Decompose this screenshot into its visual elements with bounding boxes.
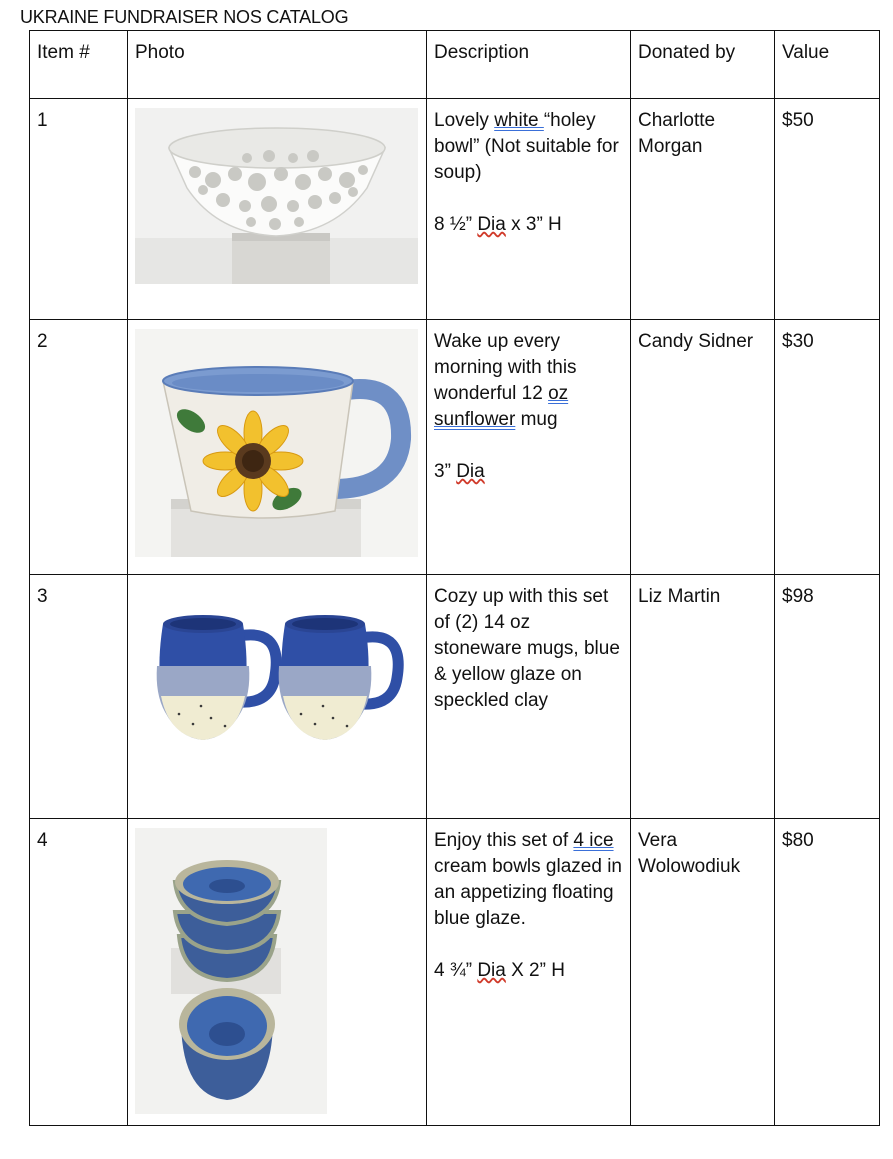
header-row <box>30 31 880 99</box>
description-cell <box>427 575 631 819</box>
description-cell <box>427 819 631 1126</box>
table-row <box>30 819 880 1126</box>
table-row <box>30 99 880 320</box>
blue-ice-cream-bowls-photo <box>135 828 327 1114</box>
photo-cell <box>128 575 427 819</box>
description-text: Lovely white “holey bowl” (Not suitable for soup) <box>434 110 619 183</box>
table-row <box>30 575 880 819</box>
item-value: $98 <box>775 575 880 819</box>
header-description: Description <box>427 31 631 99</box>
header-donated-by: Donated by <box>631 31 775 99</box>
dimensions-text: 4 ¾” Dia X 2” H <box>434 960 565 981</box>
item-number: 2 <box>30 320 128 575</box>
item-value: $50 <box>775 99 880 320</box>
item-number: 1 <box>30 99 128 320</box>
donor-name: Charlotte Morgan <box>631 99 775 320</box>
description-cell <box>427 99 631 320</box>
description-text: Cozy up with this set of (2) 14 oz stoneware mugs, blue & yellow glaze on speckled clay <box>434 586 620 711</box>
description-text: Wake up every morning with this wonderful 12 oz sunflower mug <box>434 331 577 430</box>
sunflower-mug-photo <box>135 329 418 557</box>
item-value: $30 <box>775 320 880 575</box>
catalog-table <box>29 30 880 1126</box>
dimensions-text: 8 ½” Dia x 3” H <box>434 214 562 235</box>
donor-name: Liz Martin <box>631 575 775 819</box>
item-value: $80 <box>775 819 880 1126</box>
blue-speckled-mugs-photo <box>135 584 418 749</box>
header-item: Item # <box>30 31 128 99</box>
description-cell <box>427 320 631 575</box>
table-row <box>30 320 880 575</box>
item-number: 4 <box>30 819 128 1126</box>
header-value: Value <box>775 31 880 99</box>
photo-cell <box>128 99 427 320</box>
photo-cell <box>128 320 427 575</box>
donor-name: Vera Wolowodiuk <box>631 819 775 1126</box>
photo-cell <box>128 819 427 1126</box>
donor-name: Candy Sidner <box>631 320 775 575</box>
header-photo: Photo <box>128 31 427 99</box>
dimensions-text: 3” Dia <box>434 461 485 482</box>
description-text: Enjoy this set of 4 ice cream bowls glazed in an appetizing floating blue glaze. <box>434 830 622 929</box>
item-number: 3 <box>30 575 128 819</box>
white-perforated-bowl-photo <box>135 108 418 284</box>
stacked-bowls <box>175 860 279 980</box>
document-title: UKRAINE FUNDRAISER NOS CATALOG <box>20 7 349 27</box>
